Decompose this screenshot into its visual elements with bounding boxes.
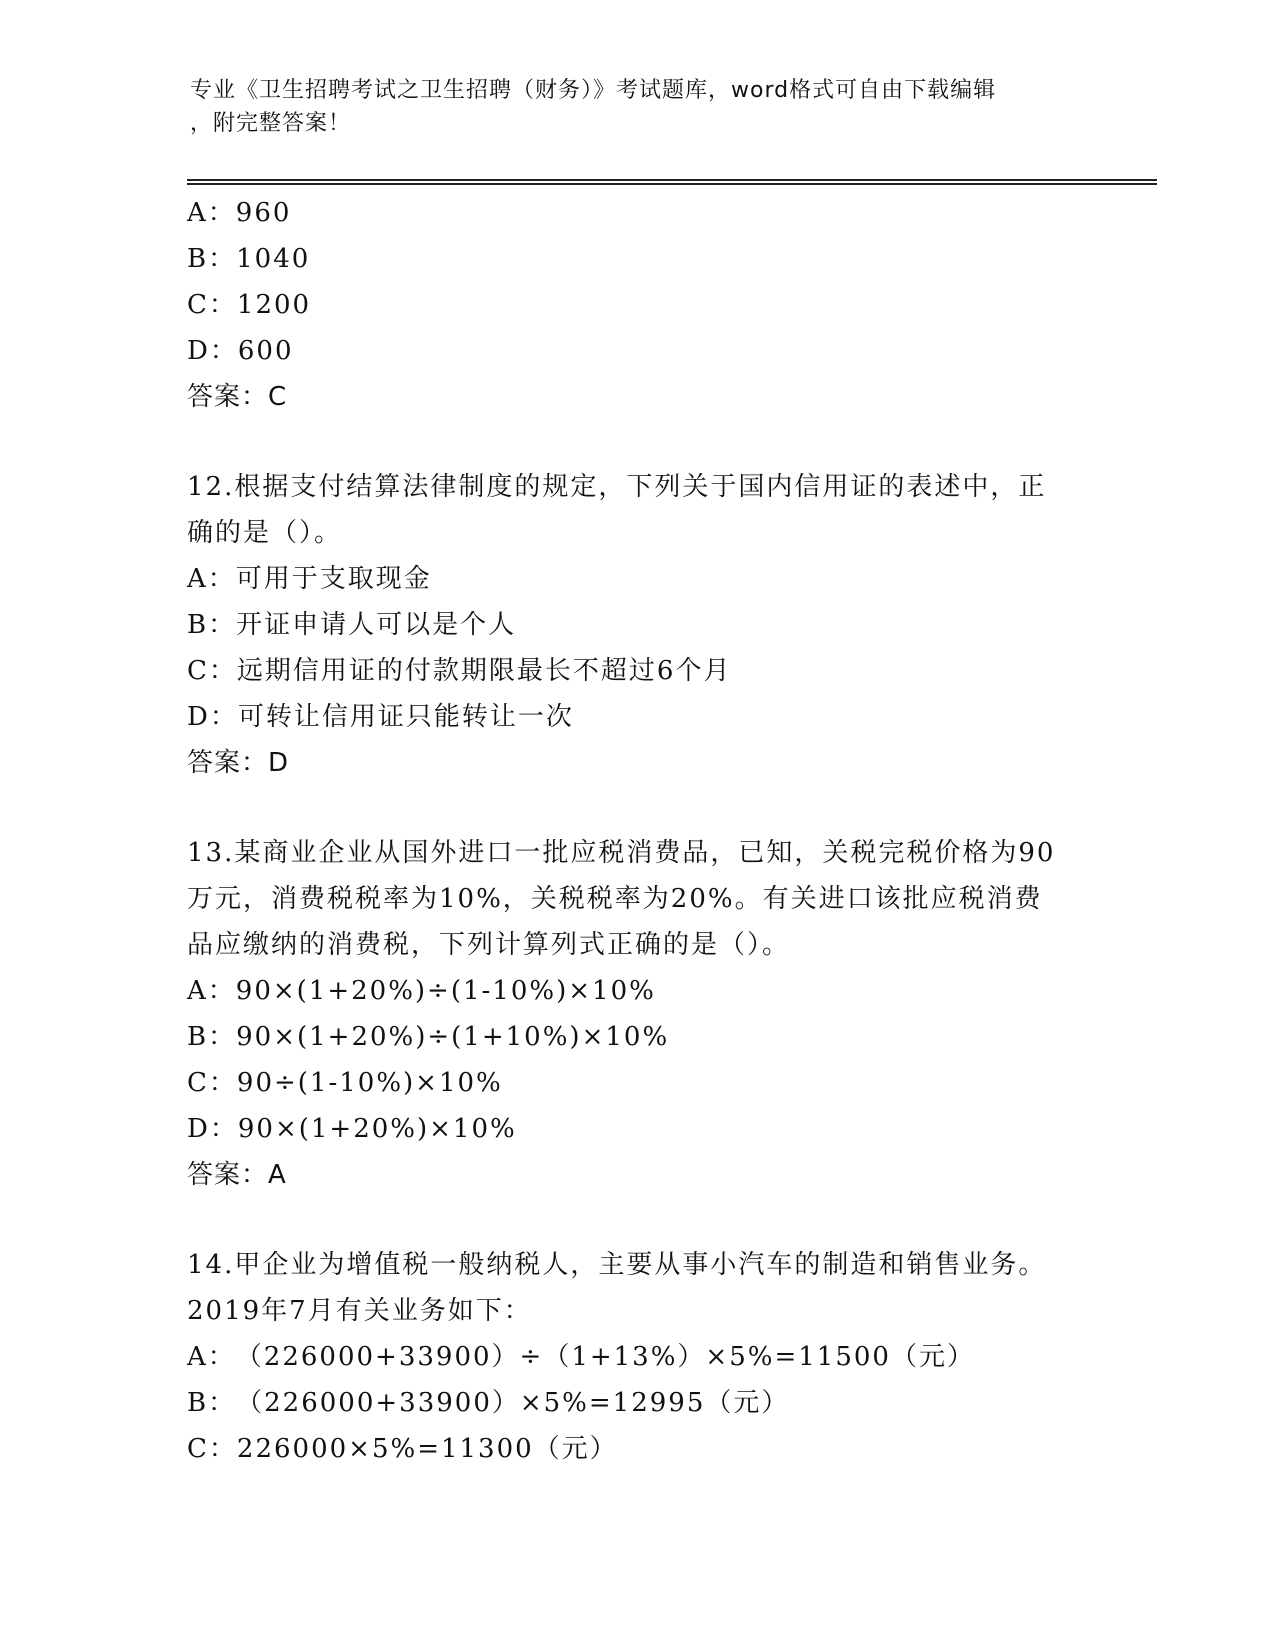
option-b bbox=[187, 1014, 1107, 1060]
option-text: 1040 bbox=[236, 244, 311, 274]
question-stem-line: 品应缴纳的消费税，下列计算列式正确的是（）。 bbox=[187, 930, 791, 960]
option-key: B： bbox=[187, 1022, 237, 1052]
answer-line: 答案：A bbox=[187, 1160, 287, 1190]
question-11 bbox=[187, 190, 1107, 420]
question-13 bbox=[187, 830, 1107, 1198]
option-key: C： bbox=[187, 656, 237, 686]
question-stem-line: 14.甲企业为增值税一般纳税人，主要从事小汽车的制造和销售业务。 bbox=[187, 1250, 1047, 1280]
header-line-1: 专业《卫生招聘考试之卫生招聘（财务）》考试题库，word格式可自由下载编辑 bbox=[190, 78, 997, 103]
option-d bbox=[187, 328, 1107, 374]
option-text: 226000×5%=11300（元） bbox=[236, 1434, 618, 1464]
option-key: D： bbox=[187, 336, 238, 366]
document-header bbox=[190, 74, 1080, 140]
option-text: 开证申请人可以是个人 bbox=[236, 610, 517, 640]
option-text: 1200 bbox=[236, 290, 312, 320]
option-key: A： bbox=[187, 976, 236, 1006]
option-c bbox=[187, 1426, 1107, 1472]
option-text: 90×(1+20%)÷(1+10%)×10% bbox=[236, 1022, 670, 1052]
answer-line: 答案：C bbox=[187, 382, 288, 412]
option-a bbox=[187, 968, 1107, 1014]
option-b bbox=[187, 236, 1107, 282]
question-stem-line: 12.根据支付结算法律制度的规定，下列关于国内信用证的表述中，正 bbox=[187, 472, 1047, 502]
option-text: 90÷(1-10%)×10% bbox=[236, 1068, 503, 1098]
option-text: 90×(1+20%)×10% bbox=[237, 1114, 517, 1144]
question-12 bbox=[187, 464, 1107, 786]
option-c bbox=[187, 282, 1107, 328]
document-body bbox=[187, 190, 1107, 1472]
option-text: 远期信用证的付款期限最长不超过6个月 bbox=[236, 656, 732, 686]
option-text: （226000+33900）÷（1+13%）×5%=11500（元） bbox=[235, 1342, 975, 1372]
header-divider-bottom bbox=[187, 183, 1157, 185]
option-key: C： bbox=[187, 1434, 237, 1464]
option-text: 可用于支取现金 bbox=[235, 564, 432, 594]
answer-line: 答案：D bbox=[187, 748, 290, 778]
option-c bbox=[187, 648, 1107, 694]
option-key: B： bbox=[187, 610, 237, 640]
option-a bbox=[187, 190, 1107, 236]
option-key: A： bbox=[187, 564, 236, 594]
option-key: D： bbox=[187, 1114, 238, 1144]
header-line-2: ，附完整答案！ bbox=[190, 111, 352, 136]
option-d bbox=[187, 1106, 1107, 1152]
question-stem-line: 确的是（）。 bbox=[187, 518, 343, 548]
option-key: B： bbox=[187, 1388, 237, 1418]
option-a bbox=[187, 1334, 1107, 1380]
option-b bbox=[187, 1380, 1107, 1426]
option-text: 90×(1+20%)÷(1-10%)×10% bbox=[235, 976, 656, 1006]
option-text: 960 bbox=[235, 198, 292, 228]
question-14 bbox=[187, 1242, 1107, 1472]
option-text: 600 bbox=[237, 336, 294, 366]
option-key: C： bbox=[187, 1068, 237, 1098]
option-key: B： bbox=[187, 244, 237, 274]
option-key: C： bbox=[187, 290, 237, 320]
option-key: A： bbox=[187, 1342, 236, 1372]
option-text: （226000+33900）×5%=12995（元） bbox=[236, 1388, 790, 1418]
header-divider-top bbox=[187, 179, 1157, 181]
question-stem-line: 13.某商业企业从国外进口一批应税消费品，已知，关税完税价格为90 bbox=[187, 838, 1056, 868]
option-d bbox=[187, 694, 1107, 740]
option-b bbox=[187, 602, 1107, 648]
option-key: D： bbox=[187, 702, 238, 732]
option-c bbox=[187, 1060, 1107, 1106]
question-stem-line: 万元，消费税税率为10%，关税税率为20%。有关进口该批应税消费 bbox=[187, 884, 1043, 914]
question-stem-line: 2019年7月有关业务如下： bbox=[187, 1296, 532, 1326]
option-a bbox=[187, 556, 1107, 602]
option-key: A： bbox=[187, 198, 236, 228]
option-text: 可转让信用证只能转让一次 bbox=[237, 702, 574, 732]
